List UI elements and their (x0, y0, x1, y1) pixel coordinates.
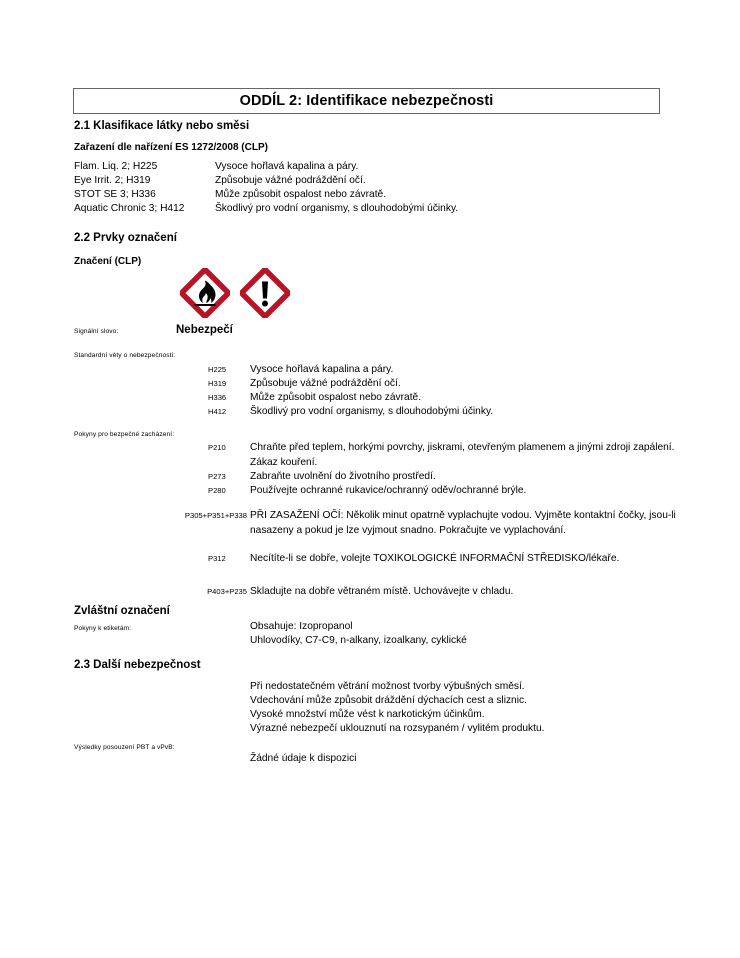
precautionary-text: Zabraňte uvolnění do životního prostředí. (250, 471, 436, 482)
precautionary-code: P403+P235 (207, 587, 247, 596)
hazard-text: Vysoce hořlavá kapalina a páry. (250, 364, 394, 375)
signal-word-value: Nebezpečí (176, 324, 233, 336)
other-hazard-line: Vdechování může způsobit dráždění dýchacích cest a sliznic. (250, 695, 527, 706)
hazard-text: Způsobuje vážné podráždění očí. (250, 378, 401, 389)
precautionary-code: P305+P351+P338 (184, 511, 247, 520)
classification-text: Vysoce hořlavá kapalina a páry. (215, 161, 359, 172)
page-title: ODDÍL 2: Identifikace nebezpečnosti (239, 93, 494, 109)
heading-2-2: 2.2 Prvky označení (74, 232, 177, 244)
classification-row (74, 202, 458, 217)
signal-word-label: Signální slovo: (74, 328, 119, 335)
hazard-code: H319 (208, 379, 227, 388)
hazard-statements-label: Standardní věty o nebezpečnosti: (74, 352, 176, 359)
label-instruction-line: Uhlovodíky, C7-C9, n-alkany, izoalkany, cyklické (250, 635, 467, 646)
other-hazard-line: Výrazné nebezpečí uklouznutí na rozsypaném / vylitém produktu. (250, 723, 545, 734)
heading-2-1: 2.1 Klasifikace látky nebo směsi (74, 120, 250, 132)
classification-code: Flam. Liq. 2; H225 (74, 161, 158, 172)
precautionary-statements-label: Pokyny pro bezpečné zacházení: (74, 431, 175, 438)
classification-code: STOT SE 3; H336 (74, 189, 156, 200)
heading-special-labelling: Zvláštní označení (74, 605, 170, 617)
label-instruction-line: Obsahuje: Izopropanol (250, 621, 353, 632)
precautionary-code: P273 (208, 472, 226, 481)
precautionary-code: P280 (208, 486, 226, 495)
precautionary-text: Chraňte před teplem, horkými povrchy, jiskrami, otevřeným plamenem a jinými zdroji zapálení. Zákaz kouření. (250, 442, 675, 468)
classification-text: Způsobuje vážné podráždění očí. (215, 175, 366, 186)
precautionary-text: Necítíte-li se dobře, volejte TOXIKOLOGICKÉ INFORMAČNÍ STŘEDISKO/lékaře. (250, 553, 620, 564)
hazard-text: Škodlivý pro vodní organismy, s dlouhodobými účinky. (250, 406, 494, 417)
precautionary-text: Skladujte na dobře větraném místě. Uchovávejte v chladu. (250, 586, 514, 597)
precautionary-text: Používejte ochranné rukavice/ochranný oděv/ochranné brýle. (250, 485, 527, 496)
classification-row (74, 188, 386, 203)
classification-text: Škodlivý pro vodní organismy, s dlouhodobými účinky. (215, 203, 459, 214)
hazard-code: H412 (208, 407, 227, 416)
section-title-box (73, 88, 660, 114)
classification-code: Eye Irrit. 2; H319 (74, 175, 151, 186)
precautionary-text: PŘI ZASAŽENÍ OČÍ: Několik minut opatrně vyplachujte vodou. Vyjměte kontaktní čočky, jsou-li nasazeny a pokud je lze vyjmout snadno. Pokračujte ve vyplachování. (250, 510, 676, 536)
precautionary-code: P210 (208, 443, 226, 452)
subheading-clp-labelling: Značení (CLP) (74, 256, 142, 267)
subheading-clp-classification: Zařazení dle nařízení ES 1272/2008 (CLP) (74, 142, 268, 153)
hazard-text: Může způsobit ospalost nebo závratě. (250, 392, 422, 403)
hazard-code: H225 (208, 365, 227, 374)
hazard-code: H336 (208, 393, 227, 402)
classification-row (74, 160, 358, 175)
other-hazard-line: Vysoké množství může vést k narkotickým účinkům. (250, 709, 485, 720)
pbt-assessment-label: Výsledky posouzení PBT a vPvB: (74, 744, 175, 751)
precautionary-code: P312 (208, 554, 226, 563)
classification-text: Může způsobit ospalost nebo závratě. (215, 189, 387, 200)
classification-row (74, 174, 366, 189)
pbt-assessment-value: Žádné údaje k dispozici (250, 753, 357, 764)
heading-2-3: 2.3 Další nebezpečnost (74, 659, 201, 671)
classification-code: Aquatic Chronic 3; H412 (74, 203, 185, 214)
ghs07-exclamation-icon (240, 268, 290, 318)
label-instructions-label: Pokyny k etiketám: (74, 625, 132, 632)
other-hazard-line: Při nedostatečném větrání možnost tvorby výbušných směsí. (250, 681, 525, 692)
ghs02-flame-icon (180, 268, 230, 318)
